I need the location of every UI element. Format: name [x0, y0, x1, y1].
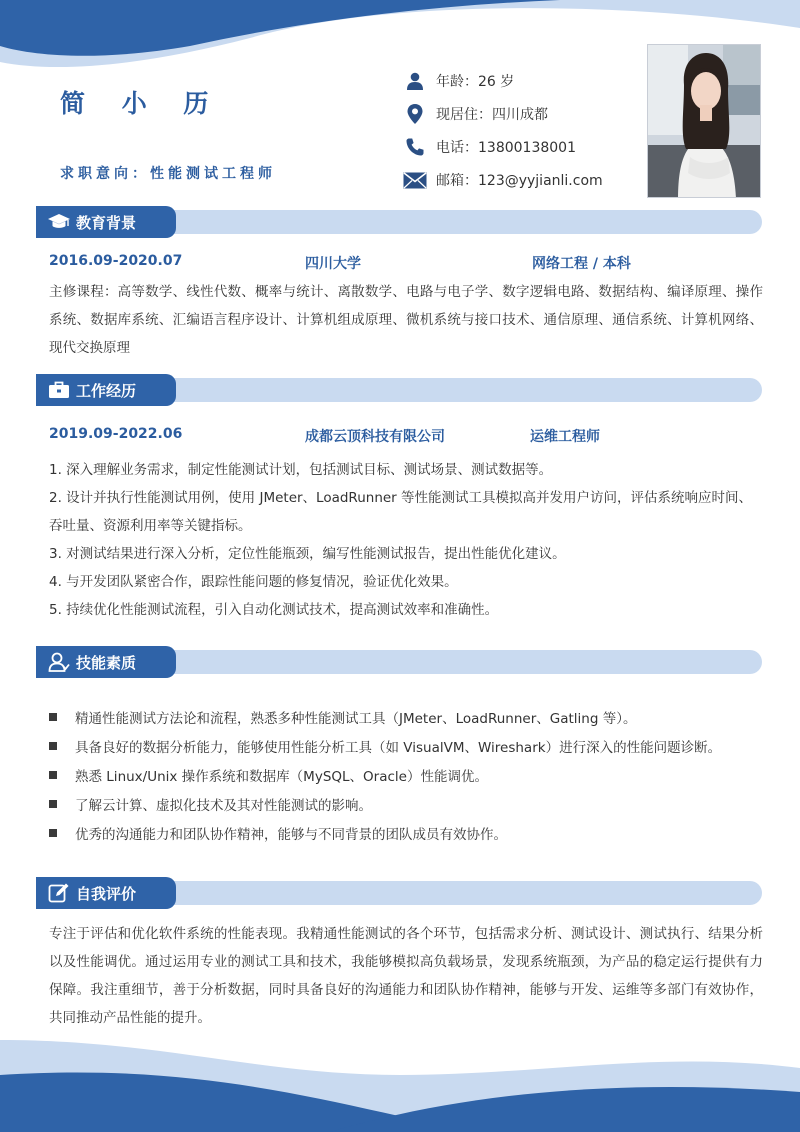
section-header-skills [36, 646, 762, 678]
phone-icon [402, 135, 428, 159]
list-item: 5. 持续优化性能测试流程，引入自动化测试技术，提高测试效率和准确性。 [49, 602, 499, 618]
education-courses: 主修课程：高等数学、线性代数、概率与统计、离散数学、电路与电子学、数字逻辑电路、数据结构、编译原理、操作系统、数据库系统、汇编语言程序设计、计算机组成原理、微机系统与接口技术、通信原理、通信系统、计算机网络、现代交换原理 [49, 284, 763, 356]
contact-email [402, 168, 603, 192]
section-header-self-eval [36, 877, 762, 909]
location-pin-icon [402, 102, 428, 126]
list-item: 优秀的沟通能力和团队协作精神，能够与不同背景的团队成员有效协作。 [49, 818, 763, 847]
briefcase-icon [46, 374, 72, 406]
skills-list [49, 702, 763, 847]
contact-email-text: 邮箱：123@yyjianli.com [436, 173, 603, 189]
square-bullet-icon [49, 713, 57, 721]
job-objective: 求职意向：性能测试工程师 [60, 166, 276, 182]
contact-location-text: 现居住：四川成都 [436, 107, 548, 123]
section-header-work [36, 374, 762, 406]
list-item: 了解云计算、虚拟化技术及其对性能测试的影响。 [49, 789, 763, 818]
section-title-self-eval: 自我评价 [76, 884, 137, 903]
square-bullet-icon [49, 771, 57, 779]
section-header-education [36, 206, 762, 238]
work-company: 成都云顶科技有限公司 [305, 429, 445, 445]
list-item: 精通性能测试方法论和流程，熟悉多种性能测试工具（JMeter、LoadRunner、Gatling 等）。 [49, 702, 763, 731]
list-item: 具备良好的数据分析能力，能够使用性能分析工具（如 VisualVM、Wireshark）进行深入的性能问题诊断。 [49, 731, 763, 760]
list-item: 熟悉 Linux/Unix 操作系统和数据库（MySQL、Oracle）性能调优。 [49, 760, 763, 789]
user-group-icon [46, 646, 72, 678]
list-item: 3. 对测试结果进行深入分析，定位性能瓶颈，编写性能测试报告，提出性能优化建议。 [49, 546, 566, 562]
education-major: 网络工程 / 本科 [532, 256, 631, 272]
profile-photo [647, 44, 761, 198]
contact-age [402, 69, 514, 93]
contact-location [402, 102, 548, 126]
list-item: 2. 设计并执行性能测试用例，使用 JMeter、LoadRunner 等性能测试工具模拟高并发用户访问，评估系统响应时间、吞吐量、资源利用率等关键指标。 [49, 490, 753, 534]
section-title-work: 工作经历 [76, 381, 137, 400]
list-item: 1. 深入理解业务需求，制定性能测试计划，包括测试目标、测试场景、测试数据等。 [49, 462, 553, 478]
graduation-cap-icon [46, 206, 72, 238]
edit-icon [46, 877, 72, 909]
education-school: 四川大学 [305, 256, 361, 272]
education-period: 2016.09-2020.07 [49, 253, 183, 269]
user-icon [402, 69, 428, 93]
work-period: 2019.09-2022.06 [49, 426, 183, 442]
square-bullet-icon [49, 742, 57, 750]
section-title-skills: 技能素质 [76, 653, 137, 672]
square-bullet-icon [49, 800, 57, 808]
self-evaluation-text: 专注于评估和优化软件系统的性能表现。我精通性能测试的各个环节，包括需求分析、测试设计、测试执行、结果分析以及性能调优。通过运用专业的测试工具和技术，我能够模拟高负载场景，发现系统瓶颈，为产品的稳定运行提供有力保障。我注重细节，善于分析数据，同时具备良好的沟通能力和团队协作精神，能够与开发、运维等多部门有效协作，共同推动产品性能的提升。 [49, 926, 763, 1026]
section-title-education: 教育背景 [76, 213, 137, 232]
work-duties-list [49, 456, 763, 624]
work-position: 运维工程师 [530, 429, 600, 445]
square-bullet-icon [49, 829, 57, 837]
contact-phone-text: 电话：13800138001 [436, 140, 576, 156]
list-item: 4. 与开发团队紧密合作，跟踪性能问题的修复情况，验证优化效果。 [49, 574, 458, 590]
envelope-icon [402, 168, 428, 192]
contact-phone [402, 135, 576, 159]
contact-age-text: 年龄：26 岁 [436, 74, 515, 90]
candidate-name: 简 小 历 [60, 89, 223, 118]
